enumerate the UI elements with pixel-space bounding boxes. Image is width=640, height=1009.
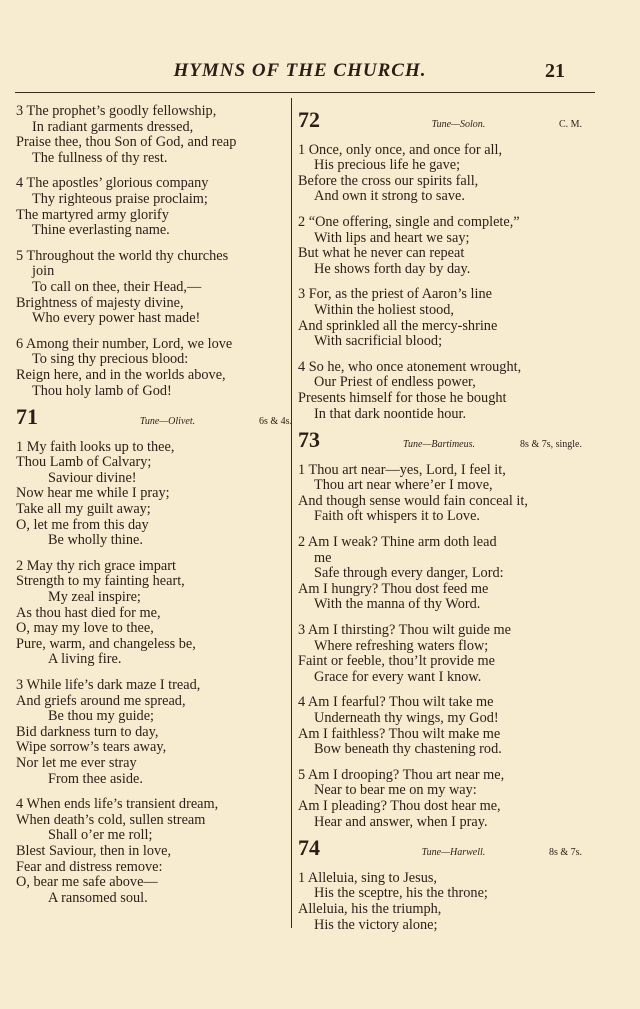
stanza [298,360,582,422]
header-rule [15,92,595,93]
verse-line: Be wholly thine. [48,532,143,549]
verse-line: With the manna of thy Word. [314,596,481,613]
meter: 8s & 7s, single. [520,439,582,451]
stanza [16,440,292,549]
verse-line: Near to bear me on my way: [314,782,477,799]
verse-line: 3 For, as the priest of Aaron’s line [298,286,492,303]
tune-name: Tune—Solon. [431,119,486,130]
verse-line: Where refreshing waters flow; [314,637,489,654]
stanza [298,535,582,613]
verse-line: 1 Once, only once, and once for all, [298,141,503,158]
verse-line: Saviour divine! [48,469,137,486]
verse-line: 5 Am I drooping? Thou art near me, [298,766,505,783]
stanza [298,215,582,277]
stanza [298,695,582,757]
verse-line: From thee aside. [48,770,143,787]
meter: C. M. [558,119,582,130]
verse-line: In that dark noontide hour. [314,405,467,422]
verse-line: And sprinkled all the mercy-shrine [298,317,498,334]
verse-line: Before the cross our spirits fall, [298,172,479,189]
hymn-number: 71 [16,404,38,430]
verse-line: Fear and distress remove: [16,858,163,875]
verse-line: 1 Alleluia, sing to Jesus, [298,869,437,886]
verse-line: Who every power hast made! [32,310,201,327]
verse-line: Within the holiest stood, [314,301,455,318]
verse-line: Take all my guilt away; [16,501,151,518]
verse-line: To call on thee, their Head,— [32,278,202,295]
meter: 6s & 4s. [258,416,292,428]
verse-line: 4 So he, who once atonement wrought, [298,358,522,375]
verse-line: As thou hast died for me, [16,604,161,621]
stanza [16,176,292,238]
verse-line: 3 The prophet’s goodly fellowship, [16,103,217,119]
verse-line: O, let me from this day [16,516,149,533]
verse-line: Nor let me ever stray [16,754,137,771]
stanza [16,678,292,787]
verse-line: And griefs around me spread, [16,692,186,709]
verse-line: Thou holy lamb of God! [32,382,172,399]
verse-line: Presents himself for those he bought [298,389,507,406]
stanza [16,104,292,166]
verse-line: Underneath thy wings, my God! [314,710,499,726]
verse-line: 6 Among their number, Lord, we love [16,335,233,352]
verse-line: Faith oft whispers it to Love. [314,508,480,525]
stanza [298,871,582,933]
verse-line: Shall o’er me roll; [48,827,153,844]
stanza [298,143,582,205]
verse-line: Reign here, and in the worlds above, [16,366,226,383]
verse-line: Be thou my guide; [48,708,155,725]
verse-line: Grace for every want I know. [314,668,482,685]
verse-line: His precious life he gave; [314,157,461,174]
verse-line: 4 The apostles’ glorious company [16,175,209,192]
stanza [16,249,292,327]
verse-line: Thy righteous praise proclaim; [32,190,208,207]
stanza [298,287,582,349]
verse-line: 3 Am I thirsting? Thou wilt guide me [298,622,511,639]
verse-line: Bid darkness turn to day, [16,723,159,740]
tune-name: Tune—Harwell. [421,847,486,859]
hymn-number: 73 [298,427,320,453]
verse-line: 2 “One offering, single and complete,” [298,213,520,230]
verse-line: 4 Am I fearful? Thou wilt take me [298,694,494,711]
stanza [16,797,292,906]
hymn-heading [298,835,582,861]
hymn-heading [16,404,292,430]
verse-line: Thou Lamb of Calvary; [16,454,152,471]
verse-line: 3 While life’s dark maze I tread, [16,677,201,693]
verse-line: O, may my love to thee, [16,620,154,637]
verse-line: He shows forth day by day. [314,260,471,277]
hymn-number: 74 [298,835,320,861]
verse-line: Strength to my fainting heart, [16,573,185,590]
hymn-heading [298,107,582,133]
verse-line: A living fire. [48,651,122,668]
verse-line: Thou art near where’er I move, [314,477,493,494]
verse-line: With lips and heart we say; [314,229,470,246]
meter: 8s & 7s. [548,847,582,859]
verse-line: me [314,549,332,566]
verse-line: Praise thee, thou Son of God, and reap [16,134,237,151]
verse-line: 4 When ends life’s transient dream, [16,796,219,813]
verse-line: And though sense would fain conceal it, [298,492,528,509]
verse-line: Am I faithless? Thou wilt make me [298,725,501,742]
verse-line: 2 Am I weak? Thine arm doth lead [298,534,497,551]
stanza [298,463,582,525]
verse-line: 5 Throughout the world thy churches [16,247,229,264]
verse-line: The fullness of thy rest. [32,149,168,166]
tune-name: Tune—Olivet. [139,416,196,428]
verse-line: His the victory alone; [314,916,438,933]
verse-line: His the sceptre, his the throne; [314,885,488,902]
verse-line: Wipe sorrow’s tears away, [16,739,167,756]
verse-line: To sing thy precious blood: [32,351,189,368]
stanza [298,623,582,685]
verse-line: With sacrificial blood; [314,333,443,350]
verse-line: 1 Thou art near—yes, Lord, I feel it, [298,461,506,478]
verse-line: When death’s cold, sullen stream [16,811,206,828]
verse-line: Faint or feeble, thou’lt provide me [298,653,495,670]
verse-line: My zeal inspire; [48,589,141,606]
running-head: HYMNS OF THE CHURCH. [173,60,427,81]
tune-name: Tune—Bartimeus. [403,439,475,451]
left-column [16,104,292,916]
verse-line: Pure, warm, and changeless be, [16,635,196,652]
stanza [298,768,582,830]
verse-line: Am I hungry? Thou dost feed me [298,580,489,597]
verse-line: Alleluia, his the triumph, [298,900,442,917]
verse-line: Blest Saviour, then in love, [16,842,172,859]
verse-line: Thine everlasting name. [32,222,170,239]
hymn-number: 72 [298,107,320,132]
verse-line: Brightness of majesty divine, [16,294,184,311]
verse-line: But what he never can repeat [298,245,465,262]
verse-line: 2 May thy rich grace impart [16,557,176,574]
verse-line: Bow beneath thy chastening rod. [314,741,502,758]
verse-line: O, bear me safe above— [16,874,158,891]
verse-line: The martyred army glorify [16,206,169,223]
verse-line: Safe through every danger, Lord: [314,565,504,582]
verse-line: A ransomed soul. [48,889,148,906]
stanza [16,337,292,399]
page-number: 21 [545,60,565,82]
verse-line: Am I pleading? Thou dost hear me, [298,797,501,814]
verse-line: Now hear me while I pray; [16,485,170,502]
verse-line: In radiant garments dressed, [32,118,194,135]
stanza [16,559,292,668]
verse-line: Hear and answer, when I pray. [314,813,488,830]
verse-line: 1 My faith looks up to thee, [16,438,175,455]
verse-line: join [32,263,55,280]
verse-line: And own it strong to save. [314,188,465,205]
hymn-heading [298,427,582,453]
right-column [298,104,582,943]
verse-line: Our Priest of endless power, [314,374,476,391]
